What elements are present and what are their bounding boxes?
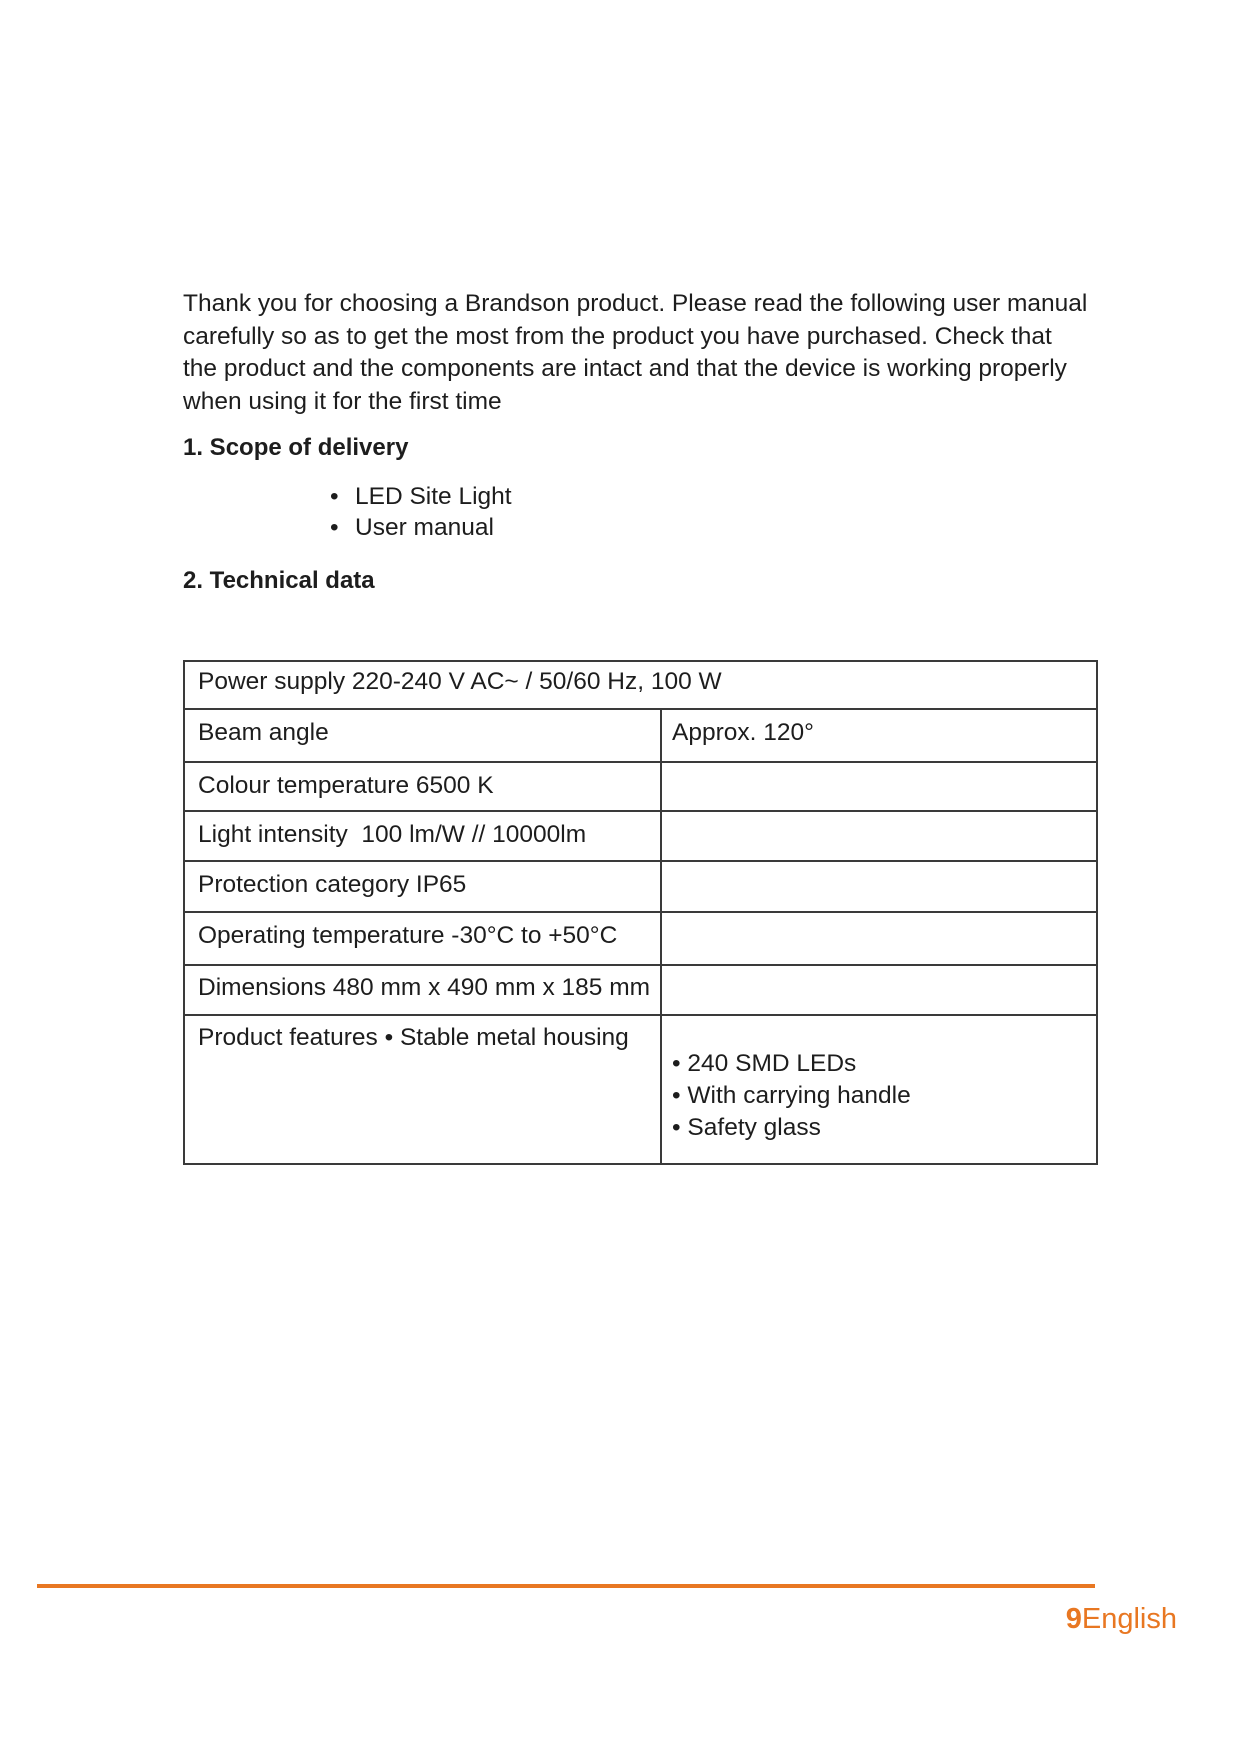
intro-line: Thank you for choosing a Brandson product. Please read the following user manual (183, 290, 1088, 317)
list-item: • With carrying handle (672, 1080, 1086, 1112)
table-row (184, 709, 1097, 762)
spec-label: Product features • Stable metal housing (184, 1015, 661, 1164)
spec-value: Approx. 120° (661, 709, 1097, 762)
intro-line: the product and the components are intact and that the device is working properly (183, 355, 1067, 382)
table-row (184, 811, 1097, 861)
list-item: • LED Site Light (330, 481, 512, 512)
spec-label: Dimensions 480 mm x 490 mm x 185 mm (184, 965, 661, 1015)
spec-label: Beam angle (184, 709, 661, 762)
spec-value (661, 965, 1097, 1015)
language-label: English (1081, 1603, 1177, 1635)
spec-value (661, 861, 1097, 912)
intro-paragraph (183, 288, 1123, 418)
table-row (184, 661, 1097, 709)
scope-heading: 1. Scope of delivery (183, 434, 409, 461)
table-row (184, 861, 1097, 912)
table-row (184, 965, 1097, 1015)
list-item: • Safety glass (672, 1112, 1086, 1144)
spec-value (661, 912, 1097, 965)
spec-label: Power supply 220-240 V AC~ / 50/60 Hz, 100 W (184, 661, 1097, 709)
footer-divider (37, 1584, 1095, 1588)
feature-list (672, 1048, 1086, 1144)
spec-value (661, 762, 1097, 811)
table-row (184, 1015, 1097, 1164)
table-row (184, 912, 1097, 965)
list-item: • 240 SMD LEDs (672, 1048, 1086, 1080)
intro-line: carefully so as to get the most from the product you have purchased. Check that (183, 322, 1052, 350)
technical-data-table (183, 660, 1098, 1165)
spec-label: Protection category IP65 (184, 861, 661, 912)
page-number: 9 (1065, 1603, 1082, 1635)
scope-list (330, 481, 512, 543)
technical-data-heading: 2. Technical data (183, 567, 375, 594)
spec-value (661, 1015, 1097, 1164)
page-footer (1066, 1603, 1177, 1636)
spec-label: Operating temperature -30°C to +50°C (184, 912, 661, 965)
list-item: • User manual (330, 512, 512, 543)
spec-label: Colour temperature 6500 K (184, 762, 661, 811)
spec-label: Light intensity 100 lm/W // 10000lm (184, 811, 661, 861)
intro-line: when using it for the first time (183, 387, 502, 415)
spec-value (661, 811, 1097, 861)
table-row (184, 762, 1097, 811)
